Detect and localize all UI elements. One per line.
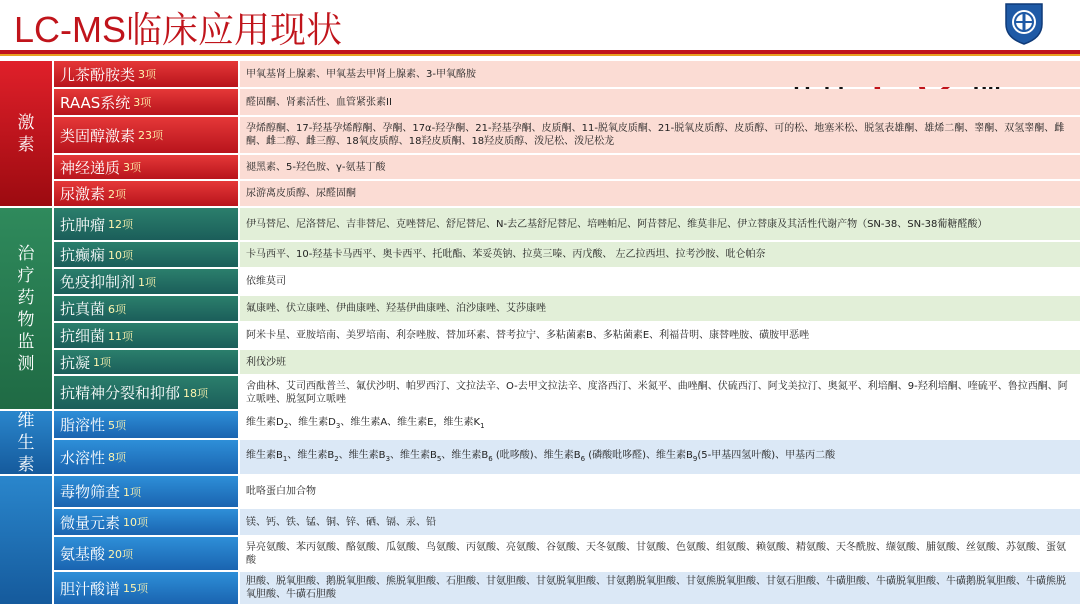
row-content-15: 镁、钙、铁、锰、铜、锌、硒、镉、汞、铅: [240, 509, 1080, 535]
row-name: 类固醇激素: [60, 126, 136, 145]
row-count: 8项: [108, 451, 127, 464]
row-count: 15项: [123, 582, 149, 595]
row-label-12: [54, 411, 238, 438]
category-hormone: [0, 61, 52, 206]
row-name: 抗癫痫: [60, 246, 106, 264]
row-count: 20项: [108, 547, 134, 561]
row-label-10: [54, 350, 238, 374]
category-vitamin: [0, 411, 52, 474]
row-count: 23项: [138, 129, 164, 142]
row-count: 3项: [138, 68, 157, 81]
row-name: 抗凝: [60, 353, 91, 372]
row-label-17: [54, 572, 238, 604]
row-count: 3项: [133, 96, 152, 109]
row-name: 抗细菌: [60, 327, 106, 345]
row-name: 抗精神分裂和抑郁: [60, 384, 181, 402]
row-name: 抗肿瘤: [60, 215, 106, 234]
row-content-9: 阿米卡星、亚胺培南、美罗培南、利奈唑胺、替加环素、替考拉宁、多粘菌素B、多粘菌素E、利福昔明、康替唑胺、磺胺甲恶唑: [240, 323, 1080, 348]
row-count: 3项: [123, 161, 142, 174]
row-name: 微量元素: [60, 513, 121, 532]
row-content-8: 氟康唑、伏立康唑、伊曲康唑、羟基伊曲康唑、泊沙康唑、艾莎康唑: [240, 296, 1080, 321]
category-tdm: [0, 208, 52, 409]
row-content-2: 孕烯醇酮、17-羟基孕烯醇酮、孕酮、17α-羟孕酮、21-羟基孕酮、皮质酮、11-脱氧皮质酮、21-脱氧皮质醇、皮质醇、可的松、地塞米松、脱氢表雄酮、雄烯二酮、睾酮、双氢睾酮、雌酮、雌二醇、雌三醇、18氧皮质醇、18羟皮质酮、18羟皮质醇、泼尼松、泼尼松龙: [240, 117, 1080, 153]
row-name: 尿激素: [60, 185, 106, 203]
row-content-4: 尿游离皮质醇、尿醛固酮: [240, 181, 1080, 206]
row-content-6: 卡马西平、10-羟基卡马西平、奥卡西平、托吡酯、苯妥英钠、拉莫三嗪、丙戊酸、 左乙拉西坦、拉考沙胺、吡仑帕奈: [240, 242, 1080, 267]
row-content-3: 褪黑素、5-羟色胺、γ-氨基丁酸: [240, 155, 1080, 179]
row-label-14: [54, 476, 238, 507]
row-name: RAAS系统: [60, 93, 131, 112]
category-hormone-label: 激 素: [17, 112, 35, 155]
row-count: 12项: [108, 218, 134, 231]
row-name: 儿茶酚胺类: [60, 65, 136, 84]
row-label-5: [54, 208, 238, 240]
row-content-7: 依维莫司: [240, 269, 1080, 294]
row-count: 18项: [183, 386, 209, 400]
row-count: 10项: [108, 248, 134, 262]
row-count: 10项: [123, 516, 149, 529]
row-label-0: [54, 61, 238, 87]
row-content-1: 醛固酮、肾素活性、血管紧张素II: [240, 89, 1080, 115]
row-label-4: [54, 181, 238, 206]
row-count: 5项: [108, 418, 127, 432]
row-label-7: [54, 269, 238, 294]
row-content-14: 吡咯蛋白加合物: [240, 476, 1080, 507]
row-content-16: 异亮氨酸、苯丙氨酸、酪氨酸、瓜氨酸、鸟氨酸、丙氨酸、亮氨酸、谷氨酸、天冬氨酸、甘氨酸、色氨酸、组氨酸、赖氨酸、精氨酸、天冬酰胺、缬氨酸、脯氨酸、丝氨酸、苏氨酸、蛋氨酸: [240, 537, 1080, 570]
row-count: 2项: [108, 187, 127, 201]
row-content-13: 维生素$B_1$、维生素$B_2$、维生素$B_3$、维生素$B_5$、维生素$B_6$ (吡哆酸)、维生素$B_6$ (磷酸吡哆醛)、维生素$B_9(5-$甲基四氢叶酸)、甲基丙二酸: [240, 440, 1080, 474]
row-name: 神经递质: [60, 158, 121, 177]
row-count: 11项: [108, 329, 134, 343]
row-content-10: 利伐沙班: [240, 350, 1080, 374]
row-label-8: [54, 296, 238, 321]
row-name: 免疫抑制剂: [60, 273, 136, 291]
row-content-5: 伊马替尼、尼洛替尼、吉非替尼、克唑替尼、舒尼替尼、N-去乙基舒尼替尼、培唑帕尼、阿昔替尼、维莫非尼、伊立替康及其活性代谢产物（SN-38、SN-38葡糖醛酸）: [240, 208, 1080, 240]
row-count: 6项: [108, 302, 127, 316]
row-label-3: [54, 155, 238, 179]
row-label-15: [54, 509, 238, 535]
row-label-6: [54, 242, 238, 267]
category-other: [0, 476, 52, 604]
row-label-1: [54, 89, 238, 115]
row-label-2: [54, 117, 238, 153]
row-name: 抗真菌: [60, 300, 106, 318]
row-name: 毒物筛查: [60, 483, 121, 501]
row-count: 1项: [123, 485, 142, 499]
category-vitamin-label: 维 生 素: [17, 410, 35, 475]
row-count: 1项: [138, 275, 157, 289]
row-content-0: 甲氧基肾上腺素、甲氧基去甲肾上腺素、3-甲氧酪胺: [240, 61, 1080, 87]
institution-logo-icon: [1000, 0, 1048, 46]
row-label-9: [54, 323, 238, 348]
page-title: LC-MS临床应用现状: [14, 9, 343, 50]
row-label-16: [54, 537, 238, 570]
row-count: 1项: [93, 356, 112, 369]
category-tdm-label: 治 疗 药 物 监 测: [17, 243, 35, 374]
row-name: 氨基酸: [60, 545, 106, 563]
row-label-13: [54, 440, 238, 474]
row-label-11: [54, 376, 238, 409]
row-content-12: 维生素$D_2$、维生素$D_3$、维生素A、维生素E，维生素$K_1$: [240, 411, 1080, 438]
row-name: 脂溶性: [60, 416, 106, 434]
row-content-11: 舍曲林、艾司西酞普兰、氟伏沙明、帕罗西汀、文拉法辛、O-去甲文拉法辛、度洛西汀、米氮平、曲唑酮、伏硫西汀、阿戈美拉汀、奥氮平、利培酮、9-羟利培酮、喹硫平、鲁拉西酮、阿立哌唑、脱氢阿立哌唑: [240, 376, 1080, 409]
row-content-17: 胆酸、脱氧胆酸、鹅脱氧胆酸、熊脱氧胆酸、石胆酸、甘氨胆酸、甘氨脱氧胆酸、甘氨鹅脱氧胆酸、甘氨熊脱氧胆酸、甘氨石胆酸、牛磺胆酸、牛磺脱氧胆酸、牛磺鹅脱氧胆酸、牛磺熊脱氧胆酸、牛磺石胆酸: [240, 572, 1080, 604]
row-name: 水溶性: [60, 448, 106, 467]
row-name: 胆汁酸谱: [60, 579, 121, 598]
